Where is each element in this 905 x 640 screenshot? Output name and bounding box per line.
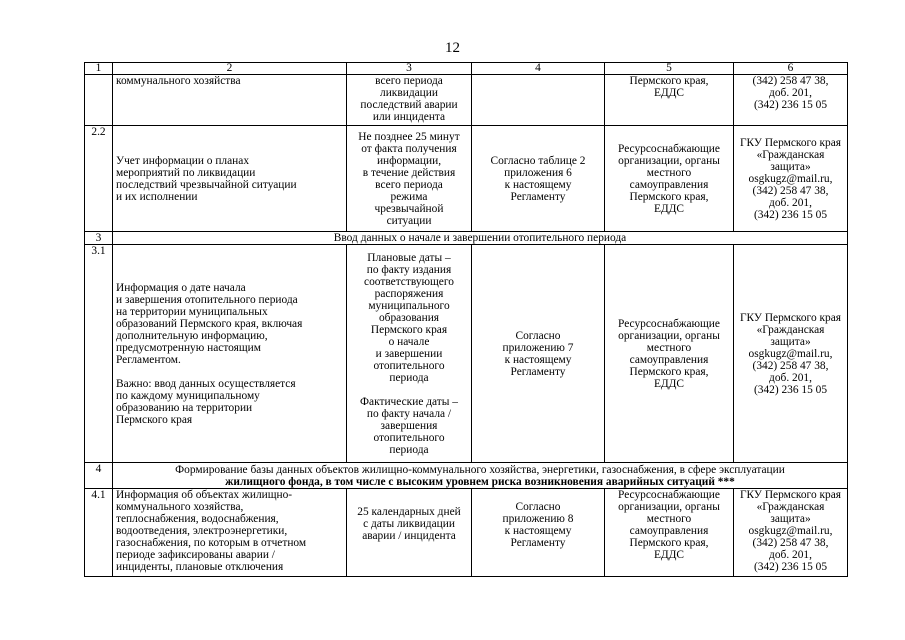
table-row bbox=[85, 245, 848, 463]
row-source: Ресурсоснабжающие организации, органы местного самоуправления Пермского края, ЕДДС bbox=[605, 245, 734, 463]
row-deadline: 25 календарных дней с даты ликвидации аварии / инцидента bbox=[347, 489, 472, 577]
section-number: 3 bbox=[85, 232, 113, 245]
section-number: 4 bbox=[85, 463, 113, 489]
column-number: 6 bbox=[734, 63, 848, 75]
page-number: 12 bbox=[445, 40, 460, 56]
regulation-table bbox=[84, 62, 848, 577]
column-number: 5 bbox=[605, 63, 734, 75]
section-title-line: жилищного фонда, в том числе с высоким уровнем риска возникновения аварийных ситуаций *** bbox=[225, 475, 735, 488]
section-row bbox=[85, 232, 848, 245]
row-description: Информация о дате начала и завершения отопительного периода на территории муниципальных образований Пермского края, включая дополнительную информацию, предусмотренную настоящим Регламентом. Важно: ввод данных осуществляется по каждому муниципальному образованию на территории Пермского края bbox=[113, 245, 347, 463]
row-description: Учет информации о планах мероприятий по ликвидации последствий чрезвычайной ситуации и их исполнении bbox=[113, 126, 347, 232]
row-description: коммунального хозяйства bbox=[113, 75, 347, 126]
row-basis: Согласно приложению 7 к настоящему Регламенту bbox=[472, 245, 605, 463]
column-number-row bbox=[85, 63, 848, 75]
column-number: 1 bbox=[85, 63, 113, 75]
table-row bbox=[85, 126, 848, 232]
section-title: Ввод данных о начале и завершении отопительного периода bbox=[113, 232, 848, 245]
row-source: Ресурсоснабжающие организации, органы местного самоуправления Пермского края, ЕДДС bbox=[605, 489, 734, 577]
row-basis: Согласно таблице 2 приложения 6 к настоящему Регламенту bbox=[472, 126, 605, 232]
row-contact: ГКУ Пермского края «Гражданская защита» osgkugz@mail.ru, (342) 258 47 38, доб. 201, (342) 236 15 05 bbox=[734, 126, 848, 232]
row-contact: (342) 258 47 38, доб. 201, (342) 236 15 05 bbox=[734, 75, 848, 126]
row-deadline: всего периода ликвидации последствий аварии или инцидента bbox=[347, 75, 472, 126]
table-row bbox=[85, 75, 848, 126]
row-number: 2.2 bbox=[85, 126, 113, 232]
row-number bbox=[85, 75, 113, 126]
row-deadline: Плановые даты – по факту издания соответствующего распоряжения муниципального образования Пермского края о начале и завершении отопительного периода Фактические даты – по факту начала / завершения отопительного периода bbox=[347, 245, 472, 463]
column-number: 4 bbox=[472, 63, 605, 75]
row-basis: Согласно приложению 8 к настоящему Регламенту bbox=[472, 489, 605, 577]
row-deadline: Не позднее 25 минут от факта получения информации, в течение действия всего периода режима чрезвычайной ситуации bbox=[347, 126, 472, 232]
row-basis bbox=[472, 75, 605, 126]
row-contact: ГКУ Пермского края «Гражданская защита» osgkugz@mail.ru, (342) 258 47 38, доб. 201, (342) 236 15 05 bbox=[734, 245, 848, 463]
row-description: Информация об объектах жилищно- коммунального хозяйства, теплоснабжения, водоснабжения, водоотведения, электроэнергетики, газоснабжения, по которым в отчетном периоде зафиксированы аварии / инциденты, плановые отключения bbox=[113, 489, 347, 577]
section-row bbox=[85, 463, 848, 489]
section-title-line: Формирование базы данных объектов жилищно-коммунального хозяйства, энергетики, газоснабжения, в сфере эксплуатации bbox=[175, 463, 785, 476]
row-number: 3.1 bbox=[85, 245, 113, 463]
row-source: Ресурсоснабжающие организации, органы местного самоуправления Пермского края, ЕДДС bbox=[605, 126, 734, 232]
row-number: 4.1 bbox=[85, 489, 113, 577]
row-source: Пермского края, ЕДДС bbox=[605, 75, 734, 126]
table-row bbox=[85, 489, 848, 577]
section-title bbox=[113, 463, 848, 489]
column-number: 3 bbox=[347, 63, 472, 75]
column-number: 2 bbox=[113, 63, 347, 75]
row-contact: ГКУ Пермского края «Гражданская защита» osgkugz@mail.ru, (342) 258 47 38, доб. 201, (342) 236 15 05 bbox=[734, 489, 848, 577]
